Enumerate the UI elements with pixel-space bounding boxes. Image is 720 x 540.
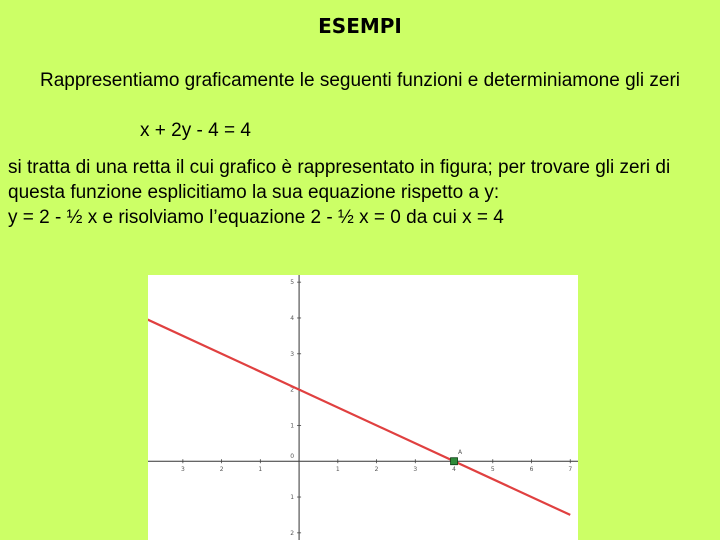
x-tick-label: 7 [568, 466, 573, 474]
explanation-line-2: questa funzione esplicitiamo la sua equazione rispetto a y: [8, 182, 500, 203]
intro-text: Rappresentiamo graficamente le seguenti funzioni e determiniamone gli zeri [39, 70, 681, 91]
x-tick-label: 1 [335, 466, 340, 474]
zero-point-label: A [458, 449, 463, 457]
y-tick-label: 0 [290, 453, 295, 461]
explanation-line-3: y = 2 - ½ x e risolviamo l’equazione 2 - ½ x = 0 da cui x = 4 [8, 207, 504, 228]
x-tick-label: 2 [219, 466, 224, 474]
x-tick-label: 3 [413, 466, 418, 474]
x-tick-label: 4 [452, 466, 456, 474]
y-tick-label: 2 [290, 386, 295, 394]
function-line [148, 318, 573, 515]
x-tick-label: 5 [490, 466, 495, 474]
x-tick-label: 1 [258, 466, 263, 474]
y-tick-label: 3 [290, 350, 295, 358]
y-tick-label: 2 [290, 529, 295, 537]
x-tick-label: 6 [529, 466, 534, 474]
y-tick-label: 5 [290, 279, 295, 287]
zero-point-marker [451, 458, 458, 465]
y-tick-label: 4 [290, 314, 295, 322]
equation-text: x + 2y - 4 = 4 [140, 120, 251, 141]
explanation-paragraph [8, 155, 718, 230]
graph-svg [148, 275, 578, 540]
explanation-line-1: si tratta di una retta il cui grafico è rappresentato in figura; per trovare gli zeri di [8, 157, 671, 178]
function-graph [148, 275, 578, 540]
page-title: ESEMPI [318, 14, 402, 38]
x-tick-label: 3 [180, 466, 185, 474]
y-tick-label: 1 [290, 494, 295, 502]
x-tick-label: 2 [374, 466, 379, 474]
y-tick-label: 1 [290, 422, 295, 430]
